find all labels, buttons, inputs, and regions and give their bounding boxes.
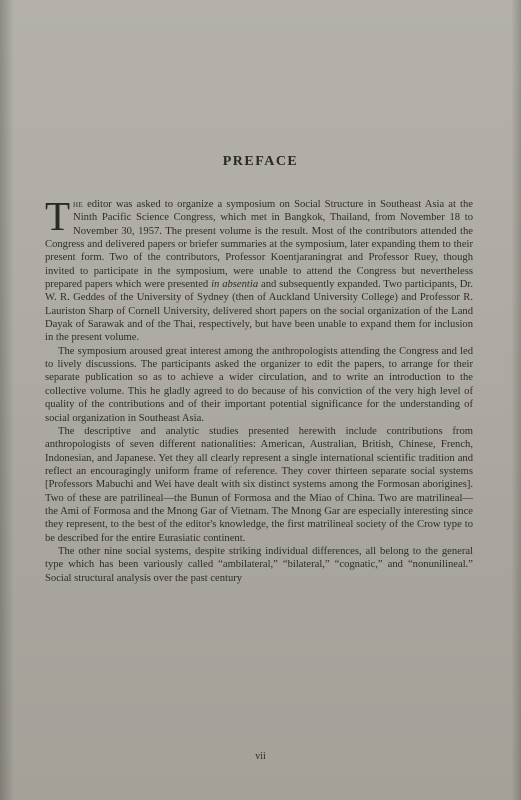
page-gutter-shadow bbox=[0, 0, 14, 800]
paragraph-1 bbox=[45, 193, 473, 345]
page-edge-shadow bbox=[511, 0, 521, 800]
paragraph-3: The descriptive and analytic studies presented herewith include contributions from anthropologists of seven different nationalities: American, Australian, British, Chinese, French, Indonesian, and Japanese. Yet they all clearly represent a single international scientific tradition and reflect an encouragingly uniform frame of reference. They cover thirteen separate social systems [Professors Mabuchi and Wei have dealt with six distinct systems among the Formosan aborigines]. Two of these are patrilineal—the Bunun of Formosa and the Miao of China. Two are matrilineal—the Ami of Formosa and the Mnong Gar of Vietnam. The Mnong Gar are especially interesting since they represent, to the best of the editor's knowledge, the first matrilineal society of the Crow type to be described for the entire Eurasiatic continent. bbox=[45, 425, 473, 544]
italic-phrase: in absentia bbox=[211, 279, 259, 291]
drop-cap: T bbox=[45, 193, 71, 239]
preface-body bbox=[45, 193, 473, 585]
paragraph-1-tail: and subsequently expanded. Two participants, Dr. W. R. Geddes of the University of Sydney (then of Auckland University College) and Professor R. Lauriston Sharp of Cornell University, delivered short papers on the social organization of the Land Dayak of Sarawak and of the Thai, respectively, but have been unable to expand them for inclusion in the present volume. bbox=[45, 279, 473, 344]
paragraph-2: The symposium aroused great interest among the anthropologists attending the Congress and led to lively discussions. The participants asked the organizer to edit the papers, to arrange for their separate publication so as to achieve a wider circulation, and to write an introduction to the collective volume. This he gladly agreed to do because of his conviction of the very high level of quality of the contributions and of their important potential significance for the understanding of social organization in Southeast Asia. bbox=[45, 345, 473, 424]
page-title: PREFACE bbox=[222, 154, 299, 169]
paragraph-1-text: editor was asked to organize a symposium on Social Structure in Southeast Asia at the Ninth Pacific Science Congress, which met in Bangkok, Thailand, from November 18 to November 30, 1957. The present volume is the result. Most of the contributors attended the Congress and delivered papers or briefer summaries at the symposium, later expanding them to their present form. Two of the contributors, Professor Koentjaraningrat and Professor Ruey, though invited to participate in the symposium, were unable to attend the Congress but nevertheless prepared papers which were presented bbox=[45, 199, 473, 291]
paragraph-4: The other nine social systems, despite striking individual differences, all belong to the general type which has been variously called “ambilateral,” “bilateral,” “cognatic,” and “nonunilineal.” Social structural analysis over the past century bbox=[45, 545, 473, 584]
page-number: vii bbox=[255, 751, 266, 762]
first-word-rest: he bbox=[73, 199, 83, 210]
